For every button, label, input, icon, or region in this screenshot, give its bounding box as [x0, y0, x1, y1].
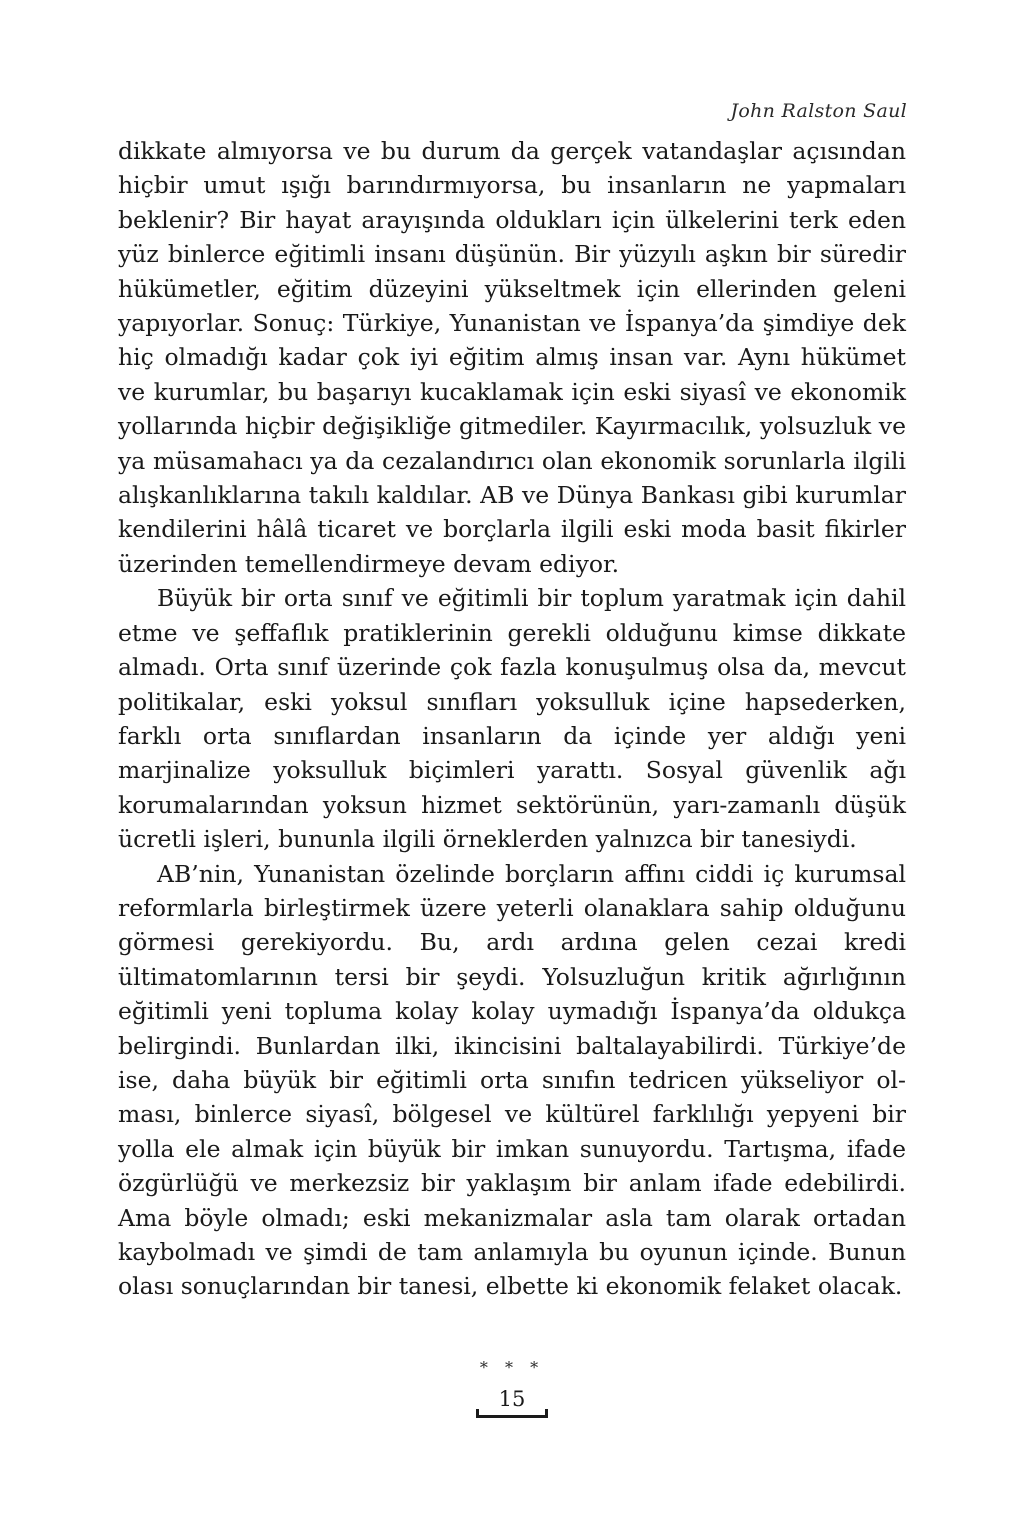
paragraph-1: dikkate almıyorsa ve bu durum da gerçek vatandaşlar açısından hiçbir umut ışığı barındırmıyorsa, bu insanların ne yapmaları beklenir? Bir hayat arayışında oldukları için ülkelerini terk eden yüz binlerce eğitimli insanı düşünün. Bir yüzyılı aşkın bir süredir hükümetler, eğitim düzeyini yükseltmek için ellerinden geleni yapıyorlar. Sonuç: Türkiye, Yunanistan ve İspanya’da şimdiye dek hiç olmadığı kadar çok iyi eğitim almış insan var. Aynı hükümet ve kurumlar, bu başarıyı kucaklamak için eski siyasî ve ekonomik yollarında hiçbir değişikliğe gitmediler. Kayırmacılık, yolsuzluk ve ya müsamahacı ya da cezalandırıcı olan ekonomik sorunlarla ilgili alışkanlıklarına takılı kaldılar. AB ve Dünya Bankası gibi kurumlar kendilerini hâlâ ticaret ve borçlarla ilgili eski moda basit fikirler üzerinden temellendirmeye devam ediyor.: [118, 137, 906, 578]
page-number: 15: [498, 1387, 526, 1411]
body-text: [118, 134, 906, 1304]
running-header-author: John Ralston Saul: [730, 100, 907, 122]
page-number-bracket: [476, 1415, 548, 1418]
paragraph-3: AB’nin, Yunanistan özelinde borçların affını ciddi iç kurumsal reformlarla birleştirmek üzere yeterli olanaklara sahip olduğunu görmesi gerekiyordu. Bu, ardı ardına gelen cezai kredi ültimatomlarının tersi bir şeydi. Yolsuzluğun kritik ağırlığının eğitimli yeni topluma kolay kolay uymadığı İspanya’da oldukça belirgindi. Bunlardan ilki, ikincisini baltalayabilirdi. Türkiye’de ise, daha büyük bir eğitimli orta sınıfın tedricen yükseliyor olması, binlerce siyasî, bölgesel ve kültürel farklılığı yepyeni bir yolla ele almak için büyük bir imkan sunuyordu. Tartışma, ifade özgürlüğü ve merkezsiz bir yaklaşım bir anlam ifade edebilirdi. Ama böyle olmadı; eski mekanizmalar asla tam olarak ortadan kaybolmadı ve şimdi de tam anlamıyla bu oyunun içinde. Bunun olası sonuçlarından bir tanesi, elbette ki ekonomik felaket olacak.: [118, 859, 906, 1301]
page-number-block: [476, 1384, 548, 1418]
paragraph-2: Büyük bir orta sınıf ve eğitimli bir toplum yaratmak için dahil etme ve şeffaflık pratiklerinin gerekli olduğunu kimse dikkate almadı. Orta sınıf üzerinde çok fazla konuşulmuş olsa da, mevcut politikalar, eski yoksul sınıfları yoksulluk içine hapsederken, farklı orta sınıflardan insanların da içinde yer aldığı yeni marjinalize yoksulluk biçimleri yarattı. Sosyal güvenlik ağı korumalarından yoksun hizmet sektörünün, yarı-zamanlı düşük ücretli işleri, bununla ilgili örneklerden yalnızca bir tanesiydi.: [118, 584, 906, 854]
section-separator: * * *: [479, 1358, 545, 1377]
